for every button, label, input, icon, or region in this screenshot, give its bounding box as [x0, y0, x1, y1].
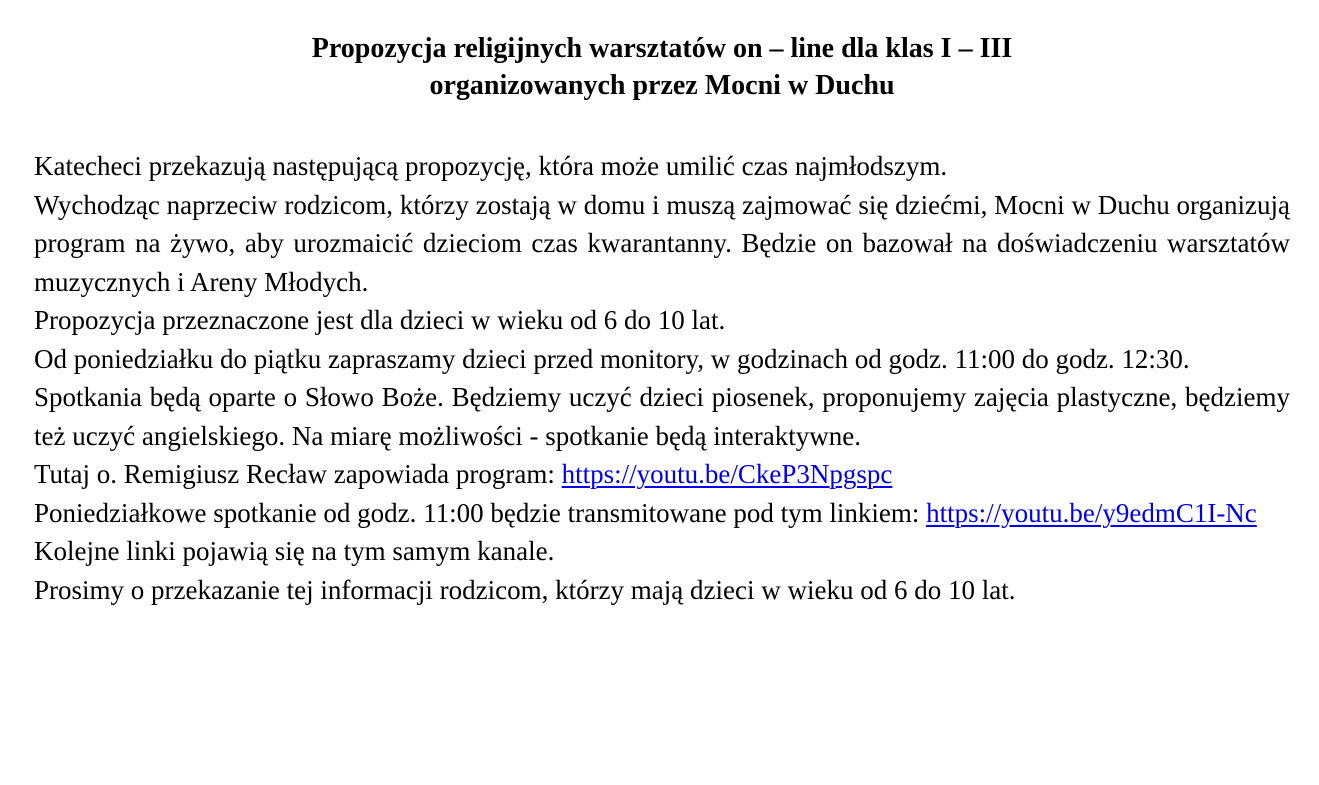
paragraph-content: Spotkania będą oparte o Słowo Boże. Będziemy uczyć dzieci piosenek, proponujemy zajęcia plastyczne, będziemy też uczyć angielskiego. Na miarę możliwości - spotkanie będą interaktywne. — [34, 382, 1290, 451]
document-title — [34, 30, 1290, 104]
paragraph-request: Prosimy o przekazanie tej informacji rodzicom, którzy mają dzieci w wieku od 6 do 10 lat. — [34, 574, 1016, 605]
title-line-1: Propozycja religijnych warsztatów on – line dla klas I – III — [311, 33, 1013, 64]
document-page — [34, 30, 1290, 609]
monday-stream-text: Poniedziałkowe spotkanie od godz. 11:00 będzie transmitowane pod tym linkiem: — [34, 497, 927, 528]
document-body — [34, 147, 1290, 609]
paragraph-program: Wychodząc naprzeciw rodzicom, którzy zostają w domu i muszą zajmować się dziećmi, Mocni w Duchu organizują program na żywo, aby urozmaicić dzieciom czas kwarantanny. Będzie on bazował na doświadczeniu warsztatów muzycznych i Areny Młodych. — [34, 189, 1290, 297]
paragraph-announcement — [34, 455, 1290, 494]
paragraph-schedule: Od poniedziałku do piątku zapraszamy dzieci przed monitory, w godzinach od godz. 11:00 do godz. 12:30. — [34, 343, 1190, 374]
paragraph-monday-stream — [34, 494, 1290, 533]
announcement-text: Tutaj o. Remigiusz Recław zapowiada program: — [34, 459, 562, 489]
monday-stream-link[interactable]: https://youtu.be/y9edmC1I-Nc — [926, 497, 1257, 528]
paragraph-next-links: Kolejne linki pojawią się na tym samym kanale. — [34, 536, 555, 566]
title-line-2: organizowanych przez Mocni w Duchu — [429, 70, 895, 101]
announcement-link[interactable]: https://youtu.be/CkeP3Npgspc — [561, 459, 893, 489]
paragraph-age: Propozycja przeznaczone jest dla dzieci w wieku od 6 do 10 lat. — [34, 305, 726, 335]
paragraph-intro: Katecheci przekazują następującą propozycję, która może umilić czas najmłodszym. — [34, 151, 948, 181]
